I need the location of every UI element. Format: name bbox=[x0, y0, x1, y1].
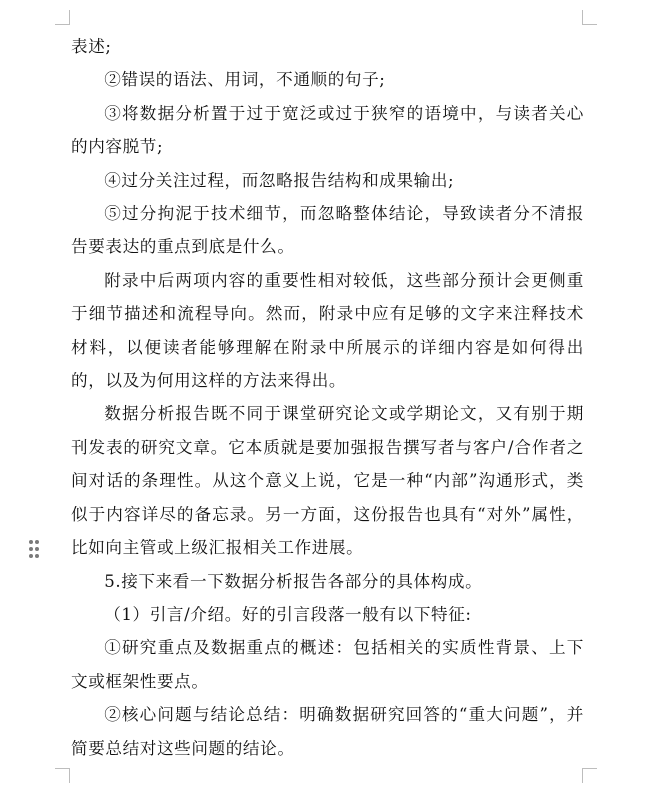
paragraph: 数据分析报告既不同于课堂研究论文或学期论文，又有别于期刊发表的研究文章。它本质就是要加强报告撰写者与客户/合作者之间对话的条理性。从这个意义上说，它是一种“内部”沟通形式，类似于内容详尽的备忘录。另一方面，这份报告也具有“对外”属性，比如向主管或上级汇报相关工作进展。 bbox=[71, 404, 584, 558]
paragraph: 表述; bbox=[71, 37, 112, 56]
page-corner-mark-top-left bbox=[55, 10, 70, 25]
paragraph: ③将数据分析置于过于宽泛或过于狭窄的语境中，与读者关心的内容脱节; bbox=[71, 103, 584, 157]
paragraph: ④过分关注过程，而忽略报告结构和成果输出; bbox=[104, 170, 455, 190]
paragraph: ⑤过分拘泥于技术细节，而忽略整体结论，导致读者分不清报告要表达的重点到底是什么。 bbox=[71, 204, 584, 257]
page-corner-mark-top-right bbox=[582, 10, 597, 25]
paragraph-drag-handle-icon[interactable] bbox=[29, 540, 39, 558]
paragraph: 附录中后两项内容的重要性相对较低，这些部分预计会更侧重于细节描述和流程导向。然而，附录中应有足够的文字来注释技术材料，以便读者能够理解在附录中所展示的详细内容是如何得出的，以及为何用这样的方法来得出。 bbox=[71, 270, 584, 391]
paragraph: ①研究重点及数据重点的概述：包括相关的实质性背景、上下文或框架性要点。 bbox=[71, 638, 584, 691]
page-corner-mark-bottom-left bbox=[55, 768, 70, 783]
document-body[interactable] bbox=[71, 30, 584, 765]
paragraph: ②核心问题与结论总结：明确数据研究回答的“重大问题”，并简要总结对这些问题的结论。 bbox=[71, 705, 584, 758]
paragraph: （1）引言/介绍。好的引言段落一般有以下特征: bbox=[104, 604, 472, 624]
page-corner-mark-bottom-right bbox=[582, 768, 597, 783]
paragraph: ②错误的语法、用词，不通顺的句子; bbox=[104, 70, 386, 90]
paragraph: 5.接下来看一下数据分析报告各部分的具体构成。 bbox=[104, 571, 483, 591]
